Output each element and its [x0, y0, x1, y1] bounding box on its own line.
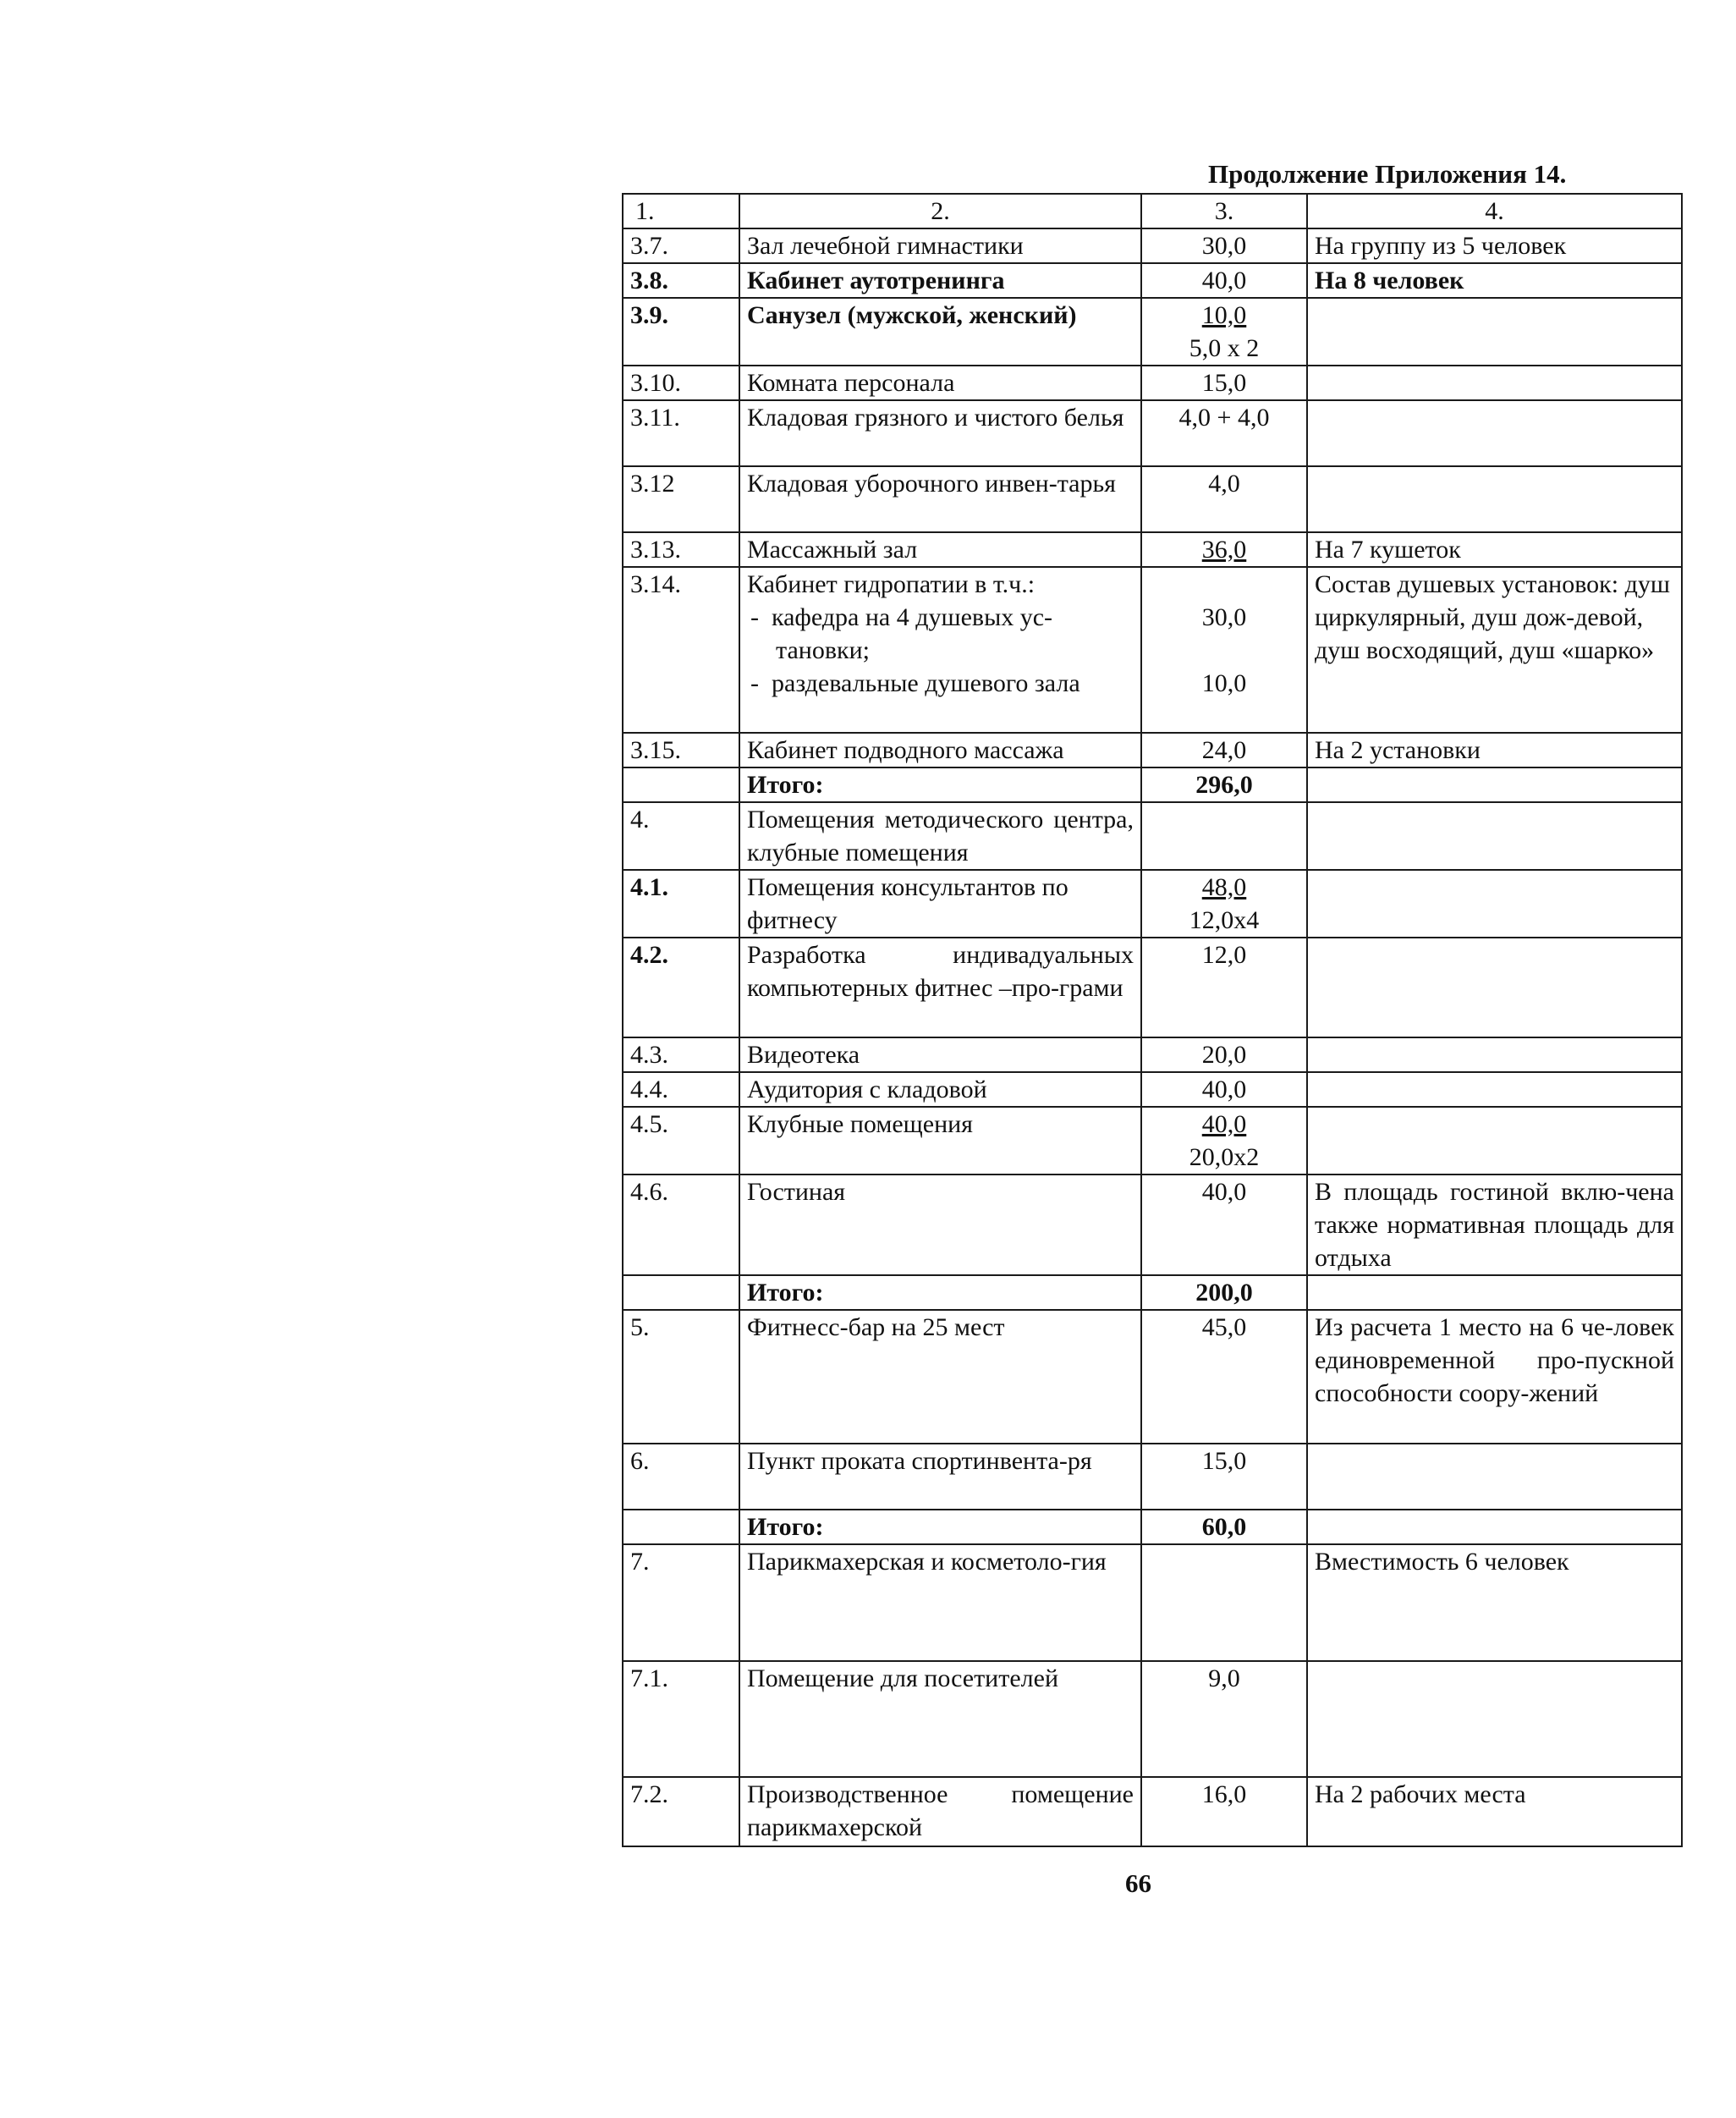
- table-row: [623, 733, 1682, 767]
- table-row: [623, 1444, 1682, 1510]
- room-note: [1307, 870, 1682, 938]
- sub-item-area: 10,0: [1201, 669, 1247, 697]
- room-name: Разработка индивадуальных компьютерных фитнес –про-грами: [739, 938, 1141, 1037]
- row-number: 3.14.: [623, 567, 739, 733]
- table-row: [623, 263, 1682, 298]
- row-number: 3.9.: [623, 298, 739, 366]
- room-area-cell: [1141, 870, 1307, 938]
- room-note: [1307, 1037, 1682, 1072]
- room-area: [1141, 1544, 1307, 1661]
- room-area: 4,0: [1141, 466, 1307, 532]
- row-number: 5.: [623, 1310, 739, 1444]
- room-area: 10,0: [1201, 301, 1247, 329]
- row-number: 4.4.: [623, 1072, 739, 1107]
- room-area-cell: [1141, 1107, 1307, 1175]
- room-note: [1307, 767, 1682, 802]
- row-number: 7.: [623, 1544, 739, 1661]
- room-area: 20,0: [1141, 1037, 1307, 1072]
- room-name: Кладовая грязного и чистого белья: [739, 400, 1141, 466]
- rooms-area-table: [622, 193, 1683, 1847]
- room-name: Пункт проката спортинвента-ря: [739, 1444, 1141, 1510]
- room-area: 15,0: [1141, 366, 1307, 400]
- room-area: 24,0: [1141, 733, 1307, 767]
- row-number: 3.7.: [623, 228, 739, 263]
- table-row: [623, 870, 1682, 938]
- row-number: 4.6.: [623, 1175, 739, 1275]
- subtotal-row: [623, 767, 1682, 802]
- room-name: Кабинет подводного массажа: [739, 733, 1141, 767]
- row-number: 3.10.: [623, 366, 739, 400]
- row-number: 6.: [623, 1444, 739, 1510]
- room-note: [1307, 1275, 1682, 1310]
- sub-item: - раздевальные душевого зала: [750, 669, 1080, 697]
- room-note: На 2 установки: [1307, 733, 1682, 767]
- column-header-3: 3.: [1141, 194, 1307, 228]
- table-row: [623, 466, 1682, 532]
- room-area: 16,0: [1141, 1777, 1307, 1846]
- table-row: [623, 1107, 1682, 1175]
- appendix-continuation-heading: Продолжение Приложения 14.: [1208, 159, 1567, 189]
- row-number: [623, 1275, 739, 1310]
- row-number: [623, 1510, 739, 1544]
- room-area: 30,0: [1141, 228, 1307, 263]
- row-number: 4.1.: [623, 870, 739, 938]
- row-number: 3.13.: [623, 532, 739, 567]
- room-name: Санузел (мужской, женский): [739, 298, 1141, 366]
- room-area: 9,0: [1141, 1661, 1307, 1777]
- row-number: 4.3.: [623, 1037, 739, 1072]
- room-area: [1141, 802, 1307, 870]
- room-name: Фитнесс-бар на 25 мест: [739, 1310, 1141, 1444]
- row-number: 3.12: [623, 466, 739, 532]
- subtotal-label: Итого:: [739, 1510, 1141, 1544]
- subtotal-label: Итого:: [739, 1275, 1141, 1310]
- room-area: 40,0: [1141, 263, 1307, 298]
- room-area: 15,0: [1141, 1444, 1307, 1510]
- page-number: 66: [1125, 1868, 1151, 1898]
- table-header-row: [623, 194, 1682, 228]
- room-note: [1307, 1510, 1682, 1544]
- room-name: Комната персонала: [739, 366, 1141, 400]
- room-area: 36,0: [1141, 532, 1307, 567]
- room-note: В площадь гостиной вклю-чена также нормативная площадь для отдыха: [1307, 1175, 1682, 1275]
- subtotal-area: 296,0: [1141, 767, 1307, 802]
- row-number: 3.8.: [623, 263, 739, 298]
- row-number: 7.1.: [623, 1661, 739, 1777]
- table-row: [623, 532, 1682, 567]
- room-area: 40,0: [1141, 1175, 1307, 1275]
- column-header-1: 1.: [623, 194, 739, 228]
- sub-item-text: раздевальные душевого зала: [772, 669, 1080, 697]
- table-row: [623, 228, 1682, 263]
- room-name: Гостиная: [739, 1175, 1141, 1275]
- room-note: [1307, 802, 1682, 870]
- sub-item: - кафедра на 4 душевых ус-тановки;: [750, 603, 1053, 664]
- room-area-cell: [1141, 567, 1307, 733]
- row-number: [623, 767, 739, 802]
- table-row: [623, 1037, 1682, 1072]
- sub-item-area: 30,0: [1201, 603, 1247, 631]
- room-note: На 7 кушеток: [1307, 532, 1682, 567]
- section-row: [623, 1544, 1682, 1661]
- room-area: 45,0: [1141, 1310, 1307, 1444]
- room-area: 12,0: [1141, 938, 1307, 1037]
- room-name: Кабинет аутотренинга: [739, 263, 1141, 298]
- row-number: 3.15.: [623, 733, 739, 767]
- table-row: [623, 1072, 1682, 1107]
- table-row: [623, 567, 1682, 733]
- room-name: Клубные помещения: [739, 1107, 1141, 1175]
- room-note: На группу из 5 человек: [1307, 228, 1682, 263]
- section-name: Парикмахерская и косметоло-гия: [739, 1544, 1141, 1661]
- subtotal-row: [623, 1275, 1682, 1310]
- room-name: Кладовая уборочного инвен-тарья: [739, 466, 1141, 532]
- table-row: [623, 298, 1682, 366]
- room-note: На 8 человек: [1307, 263, 1682, 298]
- room-area: 40,0: [1141, 1072, 1307, 1107]
- room-name: Зал лечебной гимнастики: [739, 228, 1141, 263]
- table-row: [623, 1777, 1682, 1846]
- room-name: Аудитория с кладовой: [739, 1072, 1141, 1107]
- room-note: [1307, 400, 1682, 466]
- subtotal-area: 60,0: [1141, 1510, 1307, 1544]
- table-row: [623, 1175, 1682, 1275]
- room-area: 48,0: [1201, 873, 1247, 901]
- table-row: [623, 1310, 1682, 1444]
- section-name: Помещения методического центра, клубные помещения: [739, 802, 1141, 870]
- room-area-breakdown: 12,0х4: [1189, 906, 1260, 934]
- row-number: 3.11.: [623, 400, 739, 466]
- room-note: Состав душевых установок: душ циркулярный, душ дож-девой, душ восходящий, душ «шарко»: [1307, 567, 1682, 733]
- room-area-breakdown: 20,0х2: [1189, 1143, 1260, 1171]
- room-note: [1307, 466, 1682, 532]
- room-note: [1307, 1444, 1682, 1510]
- room-name: Помещение для посетителей: [739, 1661, 1141, 1777]
- room-area-breakdown: 5,0 х 2: [1189, 334, 1260, 362]
- room-name: Кабинет гидропатии в т.ч.:: [747, 570, 1036, 598]
- table-row: [623, 1661, 1682, 1777]
- room-name: Видеотека: [739, 1037, 1141, 1072]
- table-row: [623, 400, 1682, 466]
- subtotal-label: Итого:: [739, 767, 1141, 802]
- room-note: На 2 рабочих места: [1307, 1777, 1682, 1846]
- room-note: [1307, 1107, 1682, 1175]
- room-note: [1307, 1072, 1682, 1107]
- subtotal-row: [623, 1510, 1682, 1544]
- room-name: Массажный зал: [739, 532, 1141, 567]
- row-number: 4.: [623, 802, 739, 870]
- row-number: 4.2.: [623, 938, 739, 1037]
- table-row: [623, 938, 1682, 1037]
- room-note: Вместимость 6 человек: [1307, 1544, 1682, 1661]
- room-note: [1307, 366, 1682, 400]
- row-number: 4.5.: [623, 1107, 739, 1175]
- sub-item-text: кафедра на 4 душевых ус-тановки;: [772, 603, 1053, 664]
- subtotal-area: 200,0: [1141, 1275, 1307, 1310]
- room-area: 40,0: [1201, 1110, 1247, 1138]
- room-note: [1307, 298, 1682, 366]
- table-row: [623, 366, 1682, 400]
- room-name: Помещения консультантов по фитнесу: [739, 870, 1141, 938]
- room-name: Производственное помещение парикмахерской: [739, 1777, 1141, 1846]
- room-area: 4,0 + 4,0: [1141, 400, 1307, 466]
- row-number: 7.2.: [623, 1777, 739, 1846]
- room-area-cell: [1141, 298, 1307, 366]
- section-row: [623, 802, 1682, 870]
- room-note: [1307, 1661, 1682, 1777]
- room-note: Из расчета 1 место на 6 че-ловек единовременной про-пускной способности соору-жений: [1307, 1310, 1682, 1444]
- room-name-cell: [739, 567, 1141, 733]
- room-note: [1307, 938, 1682, 1037]
- column-header-4: 4.: [1307, 194, 1682, 228]
- column-header-2: 2.: [739, 194, 1141, 228]
